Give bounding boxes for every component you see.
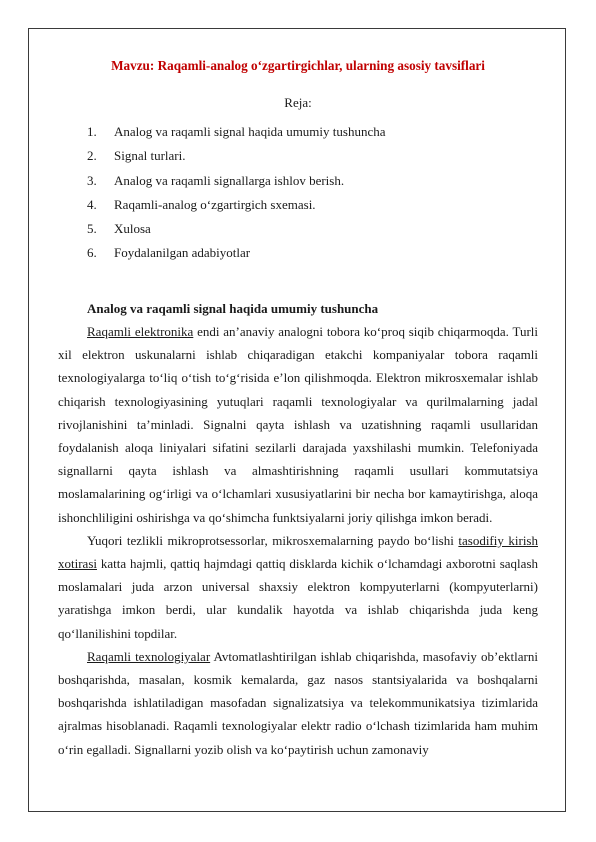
plan-item-text: Analog va raqamli signallarga ishlov berish. (114, 172, 345, 188)
paragraph (58, 529, 538, 645)
raqamli-elektronika-link[interactable]: Raqamli elektronika (87, 324, 194, 339)
paragraph (58, 645, 538, 761)
plan-item-text: Foydalanilgan adabiyotlar (114, 245, 251, 261)
paragraph (58, 320, 538, 529)
paragraph-text: Yuqori tezlikli mikroprotsessorlar, mikrosxemalarning paydo bo‘lishi (87, 532, 459, 548)
body-text (58, 320, 538, 761)
section-heading: Analog va raqamli signal haqida umumiy tushuncha (87, 301, 379, 316)
tasodifiy-kirish-xotirasi-link[interactable]: tasodifiy kirish xotirasi (58, 532, 538, 572)
plan-item-text: Xulosa (114, 221, 151, 237)
plan-item-number: 1. (87, 124, 97, 139)
plan-item-number: 3. (87, 172, 97, 188)
plan-item-text: Signal turlari. (114, 148, 186, 164)
plan-label: Reja: (284, 95, 312, 110)
plan-item-number: 5. (87, 221, 97, 237)
paragraph-text: katta hajmli, qattiq hajmdagi qattiq disklarda kichik o‘lchamdagi axborotni saqlash moslamalari juda arzon universal shaxsiy elektron kompyuterlarni (kompyuterlarni) yaratishga imkon berdi, ular kundalik hayotda va ishlab chiqarishda juda keng qo‘llanilishini topdilar. (58, 556, 538, 641)
raqamli-texnologiyalar-link[interactable]: Raqamli texnologiyalar (87, 648, 211, 664)
plan-item-text: Analog va raqamli signal haqida umumiy tushuncha (114, 124, 386, 139)
plan-item-text: Raqamli-analog o‘zgartirgich sxemasi. (114, 196, 316, 212)
plan-item-number: 6. (87, 245, 97, 261)
page-title: Mavzu: Raqamli-analog o‘zgartirgichlar, ularning asosiy tavsiflari (111, 58, 485, 73)
plan-item-number: 4. (87, 196, 97, 212)
plan-item-number: 2. (87, 148, 97, 164)
paragraph-text: endi an’anaviy analogni tobora ko‘proq siqib chiqarmoqda. Turli xil elektron uskunalarni ishlab chiqaradigan etakchi kompaniyalar tobora raqamli texnologiyalarga to‘liq o‘tish to‘g‘risida e’lon qilishmoqda. Elektron mikrosxemalar ishlab chiqarish texnologiyasining yutuqlari raqamli texnologiyalar va qurilmalarning jadal rivojlanishini ta’minladi. Signalni qayta ishlash va uzatishning raqamli usullaridan foydalanish aloqa liniyalari sifatini sezilarli darajada yaxshilashi mumkin. Telefoniyada signallarni qayta ishlash va almashtirishning raqamli usullari kommutatsiya moslamalarining og‘irligi va o‘lchamlari xususiyatlarini bir necha bor kamaytirishga, aloqa ishonchliligini oshirishga va qo‘shimcha funktsiyalarni joriy qilishga imkon beradi. (58, 324, 538, 525)
paragraph-text: Avtomatlashtirilgan ishlab chiqarishda, masofaviy ob’ektlarni boshqarishda, masalan, kosmik kemalarda, gaz nasos stantsiyalarida va boshqalarni boshqarishda ishlatiladigan masofadan signalizatsiya va telekommunikatsiya tizimlarida ajralmas hisoblanadi. Raqamli texnologiyalar elektr radio o‘lchash tizimlarida ham muhim o‘rin egalladi. Signallarni yozib olish va ko‘paytirish uchun zamonaviy (58, 648, 538, 757)
